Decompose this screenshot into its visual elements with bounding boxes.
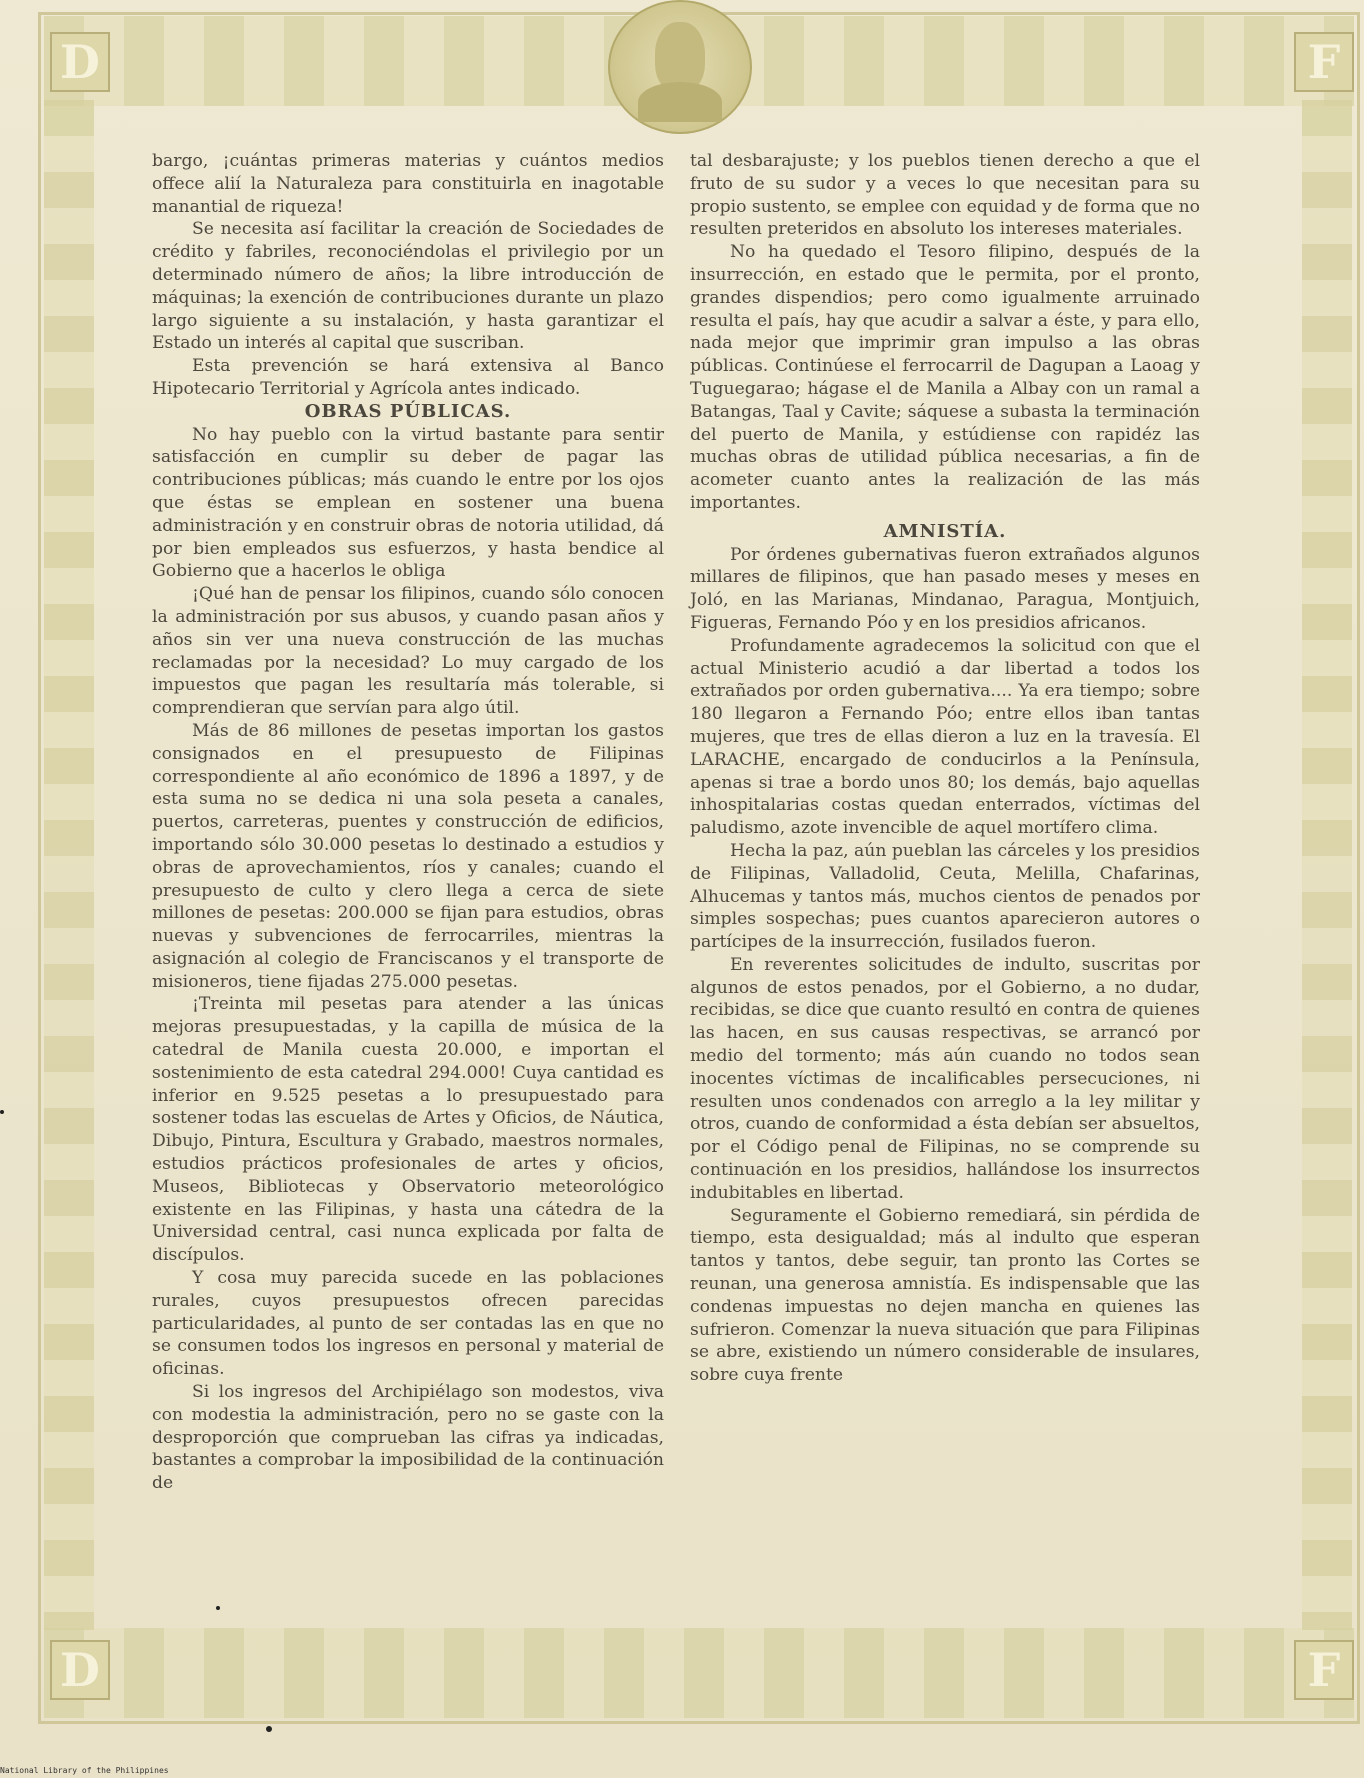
ink-speck xyxy=(266,1726,272,1732)
portrait-bust xyxy=(638,82,722,122)
paragraph: ¡Qué han de pensar los filipinos, cuando sólo conocen la administración por sus abusos, y cuando pasan años y años sin ver una nueva construcción de las muchas reclamadas por la necesidad? Lo muy cargado de los impuestos que pagan les resultaría más tolerable, si comprendieran que servían para algo útil. xyxy=(152,584,664,719)
right-ornament-band xyxy=(1302,100,1352,1630)
paragraph: Si los ingresos del Archipiélago son modestos, viva con modestia la administración, pero no se gaste con la desproporción que comprueban las cifras ya indicadas, bastantes a comprobar la imposibilidad de la continuación de xyxy=(152,1382,664,1494)
section-heading-obras-publicas: OBRAS PÚBLICAS. xyxy=(304,400,512,422)
paragraph: Hecha la paz, aún pueblan las cárceles y los presidios de Filipinas, Valladolid, Ceuta, Melilla, Chafarinas, Alhucemas y tantos más, muchos cientos de penados por simples sospechas; pues cuantos aparecieron autores o partícipes de la insurrección, fusilados fueron. xyxy=(690,840,1200,953)
right-text-column xyxy=(690,150,1200,1387)
paragraph: Más de 86 millones de pesetas importan los gastos consignados en el presupuesto de Filipinas correspondiente al año económico de 1896 a 1897, y de esta suma no se dedica ni una sola peseta a canales, puertos, carreteras, puentes y construcción de edificios, importando sólo 30.000 pesetas lo destinado a estudios y obras de aprovechamientos, ríos y canales; cuando el presupuesto de culto y clero llega a cerca de siete millones de pesetas: 200.000 se fijan para estudios, obras nuevas y subvenciones de ferrocarriles, mientras la asignación al colegio de Franciscanos y el transporte de misioneros, tiene fijadas 275.000 pesetas. xyxy=(152,720,664,992)
paragraph: ¡Treinta mil pesetas para atender a las únicas mejoras presupuestadas, y la capilla de música de la catedral de Manila cuesta 20.000, e importan el sostenimiento de esta catedral 294.000! Cuya cantidad es inferior en 9.525 pesetas a lo presupuestado para sostener todas las escuelas de Artes y Oficios, de Náutica, Dibujo, Pintura, Escultura y Grabado, maestros normales, estudios prácticos profesionales de artes y oficios, Museos, Bibliotecas y Observatorio meteorológico existente en las Filipinas, y hasta una cátedra de la Universidad central, casi nunca explicada por falta de discípulos. xyxy=(152,994,664,1266)
ink-speck xyxy=(0,1110,4,1114)
paragraph: Profundamente agradecemos la solicitud con que el actual Ministerio acudió a dar libertad a todos los extrañados por orden gubernativa.... Ya era tiempo; sobre 180 llegaron a Fernando Póo; entre ellos iban tantas mujeres, que tres de ellas dieron a luz en la travesía. El LARACHE, encargado de conducirlos a la Península, apenas si trae a bordo unos 80; los demás, bajo aquellas inhospitalarias costas quedan enterrados, víctimas del paludismo, azote invencible de aquel mortífero clima. xyxy=(690,635,1200,839)
paragraph: No ha quedado el Tesoro filipino, después de la insurrección, en estado que le permita, por el pronto, grandes dispendios; pero como igualmente arruinado resulta el país, hay que acudir a salvar a éste, y para ello, nada mejor que imprimir gran impulso a las obras públicas. Continúese el ferrocarril de Dagupan a Laoag y Tuguegarao; hágase el de Manila a Albay con un ramal a Batangas, Taal y Cavite; sáquese a subasta la terminación del puerto de Manila, y estúdiense con rapidéz las muchas obras de utilidad pública necesarias, a fin de acometer cuanto antes la realización de las más importantes. xyxy=(690,242,1200,513)
portrait-medallion xyxy=(608,0,752,134)
paragraph: Se necesita así facilitar la creación de Sociedades de crédito y fabriles, reconociéndolas el privilegio por un determinado número de años; la libre introducción de máquinas; la exención de contribuciones durante un plazo largo siguiente a su instalación, y hasta garantizar el Estado un interés al capital que suscriban. xyxy=(152,219,664,354)
section-heading-amnistia: AMNISTÍA. xyxy=(883,520,1007,542)
corner-letter-bottom-left: D xyxy=(50,1640,110,1700)
ink-speck xyxy=(216,1606,220,1610)
paragraph: En reverentes solicitudes de indulto, suscritas por algunos de estos penados, por el Gobierno, a no dudar, recibidas, se dice que cuanto resultó en contra de quienes las hacen, en sus causas respectivas, se arrancó por medio del tormento; más aún cuando no todos sean inocentes víctimas de incalificables persecuciones, ni resulten unos condenados con arreglo a la ley militar y otros, cuando de conformidad a ésta debían ser absueltos, por el Código penal de Filipinas, no se comprende su continuación en los presidios, hallándose los insurrectos indubitables en libertad. xyxy=(690,954,1200,1203)
corner-letter-top-right: F xyxy=(1294,32,1354,92)
paragraph: Por órdenes gubernativas fueron extrañados algunos millares de filipinos, que han pasado meses y meses en Joló, en las Marianas, Mindanao, Paragua, Montjuich, Figueras, Fernando Póo y en los presidios africanos. xyxy=(690,544,1200,633)
corner-letter-top-left: D xyxy=(50,32,110,92)
library-credit: National Library of the Philippines xyxy=(0,1766,169,1775)
corner-letter-bottom-right: F xyxy=(1294,1640,1354,1700)
paragraph: bargo, ¡cuántas primeras materias y cuántos medios offece alií la Naturaleza para constituirla en inagotable manantial de riqueza! xyxy=(152,151,664,217)
paragraph: No hay pueblo con la virtud bastante para sentir satisfacción en cumplir su deber de pagar las contribuciones públicas; más cuando le entre por los ojos que éstas se emplean en sostener una buena administración y en construir obras de notoria utilidad, dá por bien empleados sus esfuerzos, y hasta bendice al Gobierno que a hacerlos le obliga xyxy=(152,424,664,582)
bottom-ornament-band xyxy=(44,1628,1354,1718)
left-ornament-band xyxy=(44,100,94,1630)
paragraph: Seguramente el Gobierno remediará, sin pérdida de tiempo, esta desigualdad; más al indulto que esperan tantos y tantos, debe seguir, tan pronto las Cortes se reunan, una generosa amnistía. Es indispensable que las condenas impuestas no dejen mancha en quienes las sufrieron. Comenzar la nueva situación que para Filipinas se abre, existiendo un número considerable de insulares, sobre cuya frente xyxy=(690,1205,1200,1386)
paragraph: Y cosa muy parecida sucede en las poblaciones rurales, cuyos presupuestos ofrecen parecidas particularidades, al punto de ser contadas las en que no se consumen todos los ingresos en personal y material de oficinas. xyxy=(152,1268,664,1380)
left-text-column xyxy=(152,150,664,1495)
paragraph: Esta prevención se hará extensiva al Banco Hipotecario Territorial y Agrícola antes indicado. xyxy=(152,356,664,399)
paragraph: tal desbarajuste; y los pueblos tienen derecho a que el fruto de su sudor y a veces lo que necesitan para su propio sustento, se emplee con equidad y de forma que no resulten preteridos en absoluto los intereses materiales. xyxy=(690,151,1200,240)
